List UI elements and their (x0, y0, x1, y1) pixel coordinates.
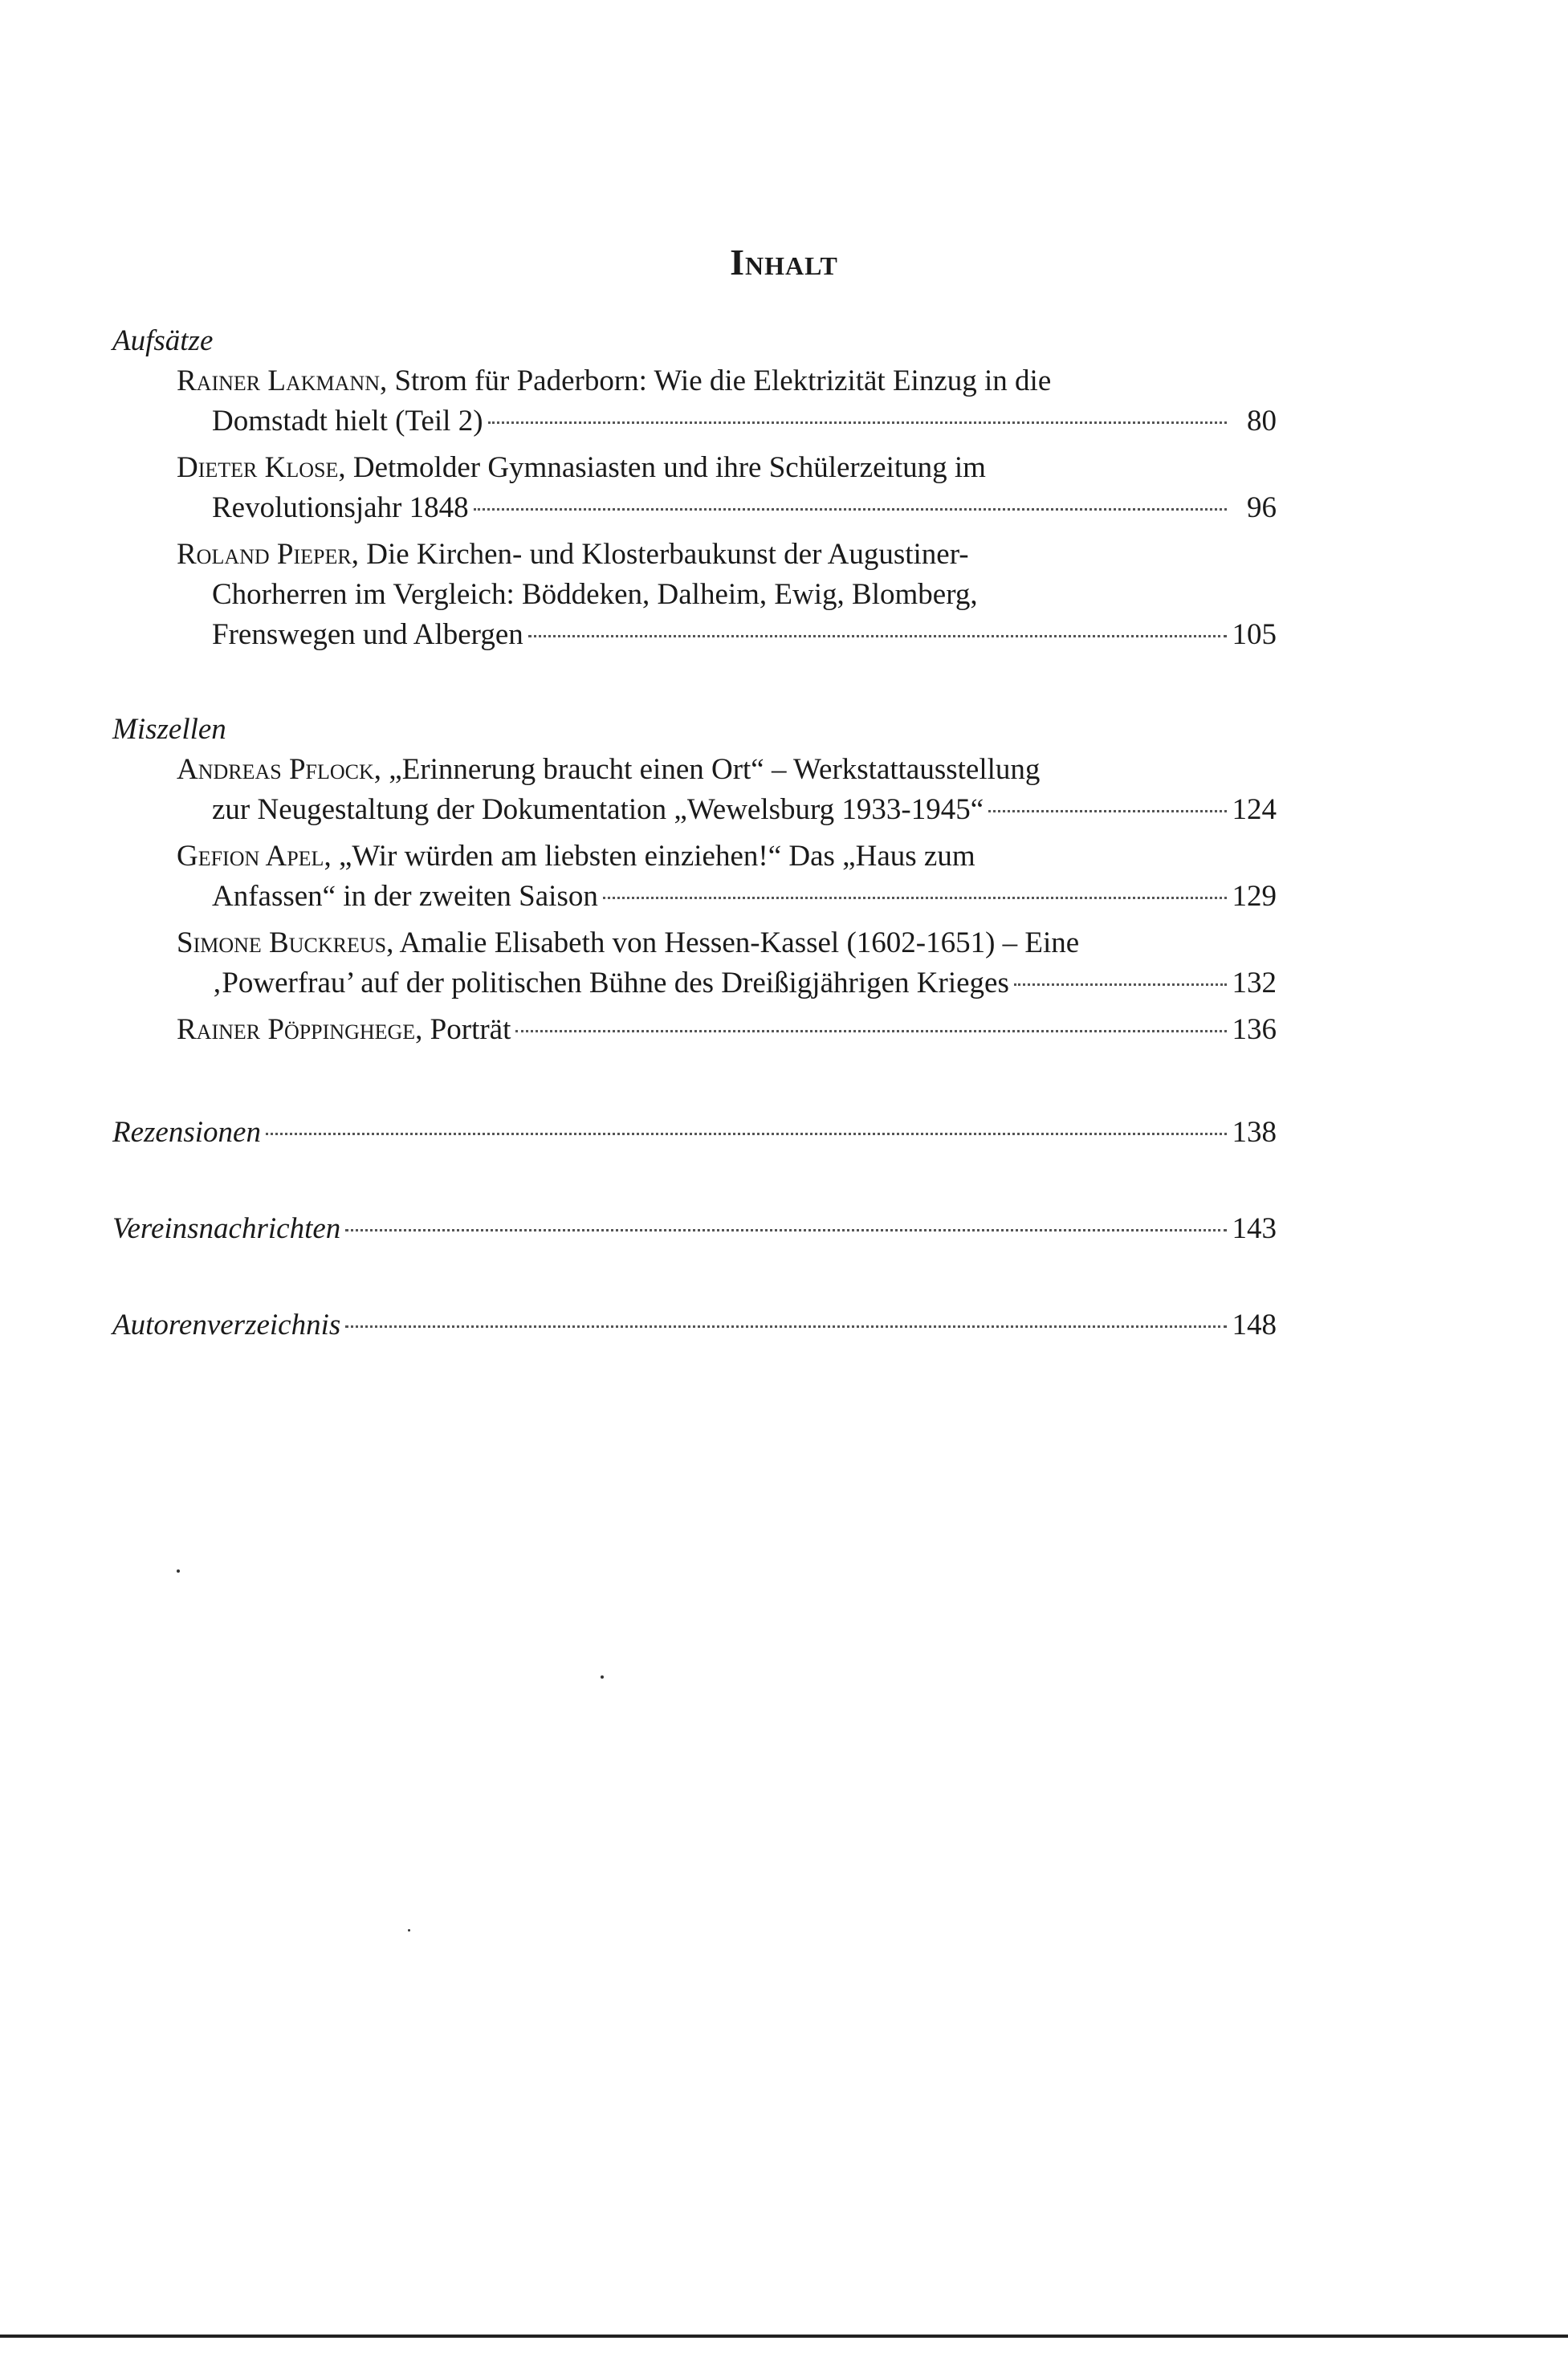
toc-entry[interactable]: Rainer Lakmann, Strom für Paderborn: Wie die Elektrizität Einzug in die Domstadt hielt (Teil 2) 80 (112, 361, 1277, 442)
dot-leader (488, 421, 1227, 424)
section-heading: Miszellen (112, 713, 226, 746)
entry-title-line: Frenswegen und Albergen (212, 618, 523, 651)
section-heading: Aufsätze (112, 324, 214, 357)
entry-author: Rainer Pöppinghege (177, 1013, 416, 1046)
entry-title-line: zur Neugestaltung der Dokumentation „Wewelsburg 1933-1945“ (212, 793, 984, 826)
entry-title-line: Chorherren im Vergleich: Böddeken, Dalheim, Ewig, Blomberg, (212, 578, 978, 611)
page-number: 105 (1232, 618, 1277, 651)
entry-title-line: Strom für Paderborn: Wie die Elektrizität Einzug in die (394, 364, 1052, 397)
entry-title-line: Die Kirchen- und Klosterbaukunst der Augustiner- (366, 538, 969, 571)
table-of-contents (112, 321, 1277, 1345)
entry-title-line: Domstadt hielt (Teil 2) (212, 405, 483, 438)
page-number: 124 (1232, 793, 1277, 826)
dot-leader (474, 508, 1227, 511)
section-heading: Rezensionen (112, 1116, 261, 1149)
section-heading: Vereinsnachrichten (112, 1212, 341, 1245)
scan-speck (177, 1569, 180, 1573)
toc-entry[interactable]: Rainer Pöppinghege, Porträt 136 (112, 1010, 1277, 1050)
scan-speck (601, 1675, 604, 1679)
toc-entry[interactable]: Dieter Klose, Detmolder Gymnasiasten und ihre Schülerzeitung im Revolutionsjahr 1848 96 (112, 448, 1277, 528)
dot-leader (988, 810, 1227, 812)
page-edge-rule (0, 2335, 1568, 2338)
entry-title-line: Detmolder Gymnasiasten und ihre Schülerzeitung im (352, 451, 986, 484)
dot-leader (266, 1133, 1227, 1135)
entry-author: Rainer Lakmann (177, 364, 380, 397)
section-aufsaetze (112, 321, 1277, 655)
page-number: 132 (1232, 967, 1277, 999)
page-number: 148 (1232, 1309, 1277, 1341)
entry-title-line: „Wir würden am liebsten einziehen!“ Das „Haus zum (338, 840, 975, 873)
entry-title-line: „Erinnerung braucht einen Ort“ – Werkstattausstellung (389, 753, 1041, 786)
dot-leader (345, 1325, 1227, 1328)
toc-entry-vereinsnachrichten[interactable] (112, 1209, 1277, 1249)
toc-entry[interactable]: Andreas Pflock, „Erinnerung braucht einen Ort“ – Werkstattausstellung zur Neugestaltung der Dokumentation „Wewelsburg 1933-1945“ 124 (112, 750, 1277, 830)
page-number: 80 (1247, 405, 1277, 438)
entry-author: Roland Pieper (177, 538, 352, 571)
dot-leader (515, 1030, 1227, 1032)
entry-title-line: Anfassen“ in der zweiten Saison (212, 880, 598, 913)
entry-author: Dieter Klose (177, 451, 339, 484)
toc-entry-autorenverzeichnis[interactable] (112, 1305, 1277, 1345)
dot-leader (528, 635, 1227, 637)
toc-entry[interactable]: Roland Pieper, Die Kirchen- und Klosterbaukunst der Augustiner- Chorherren im Vergleich: Böddeken, Dalheim, Ewig, Blomberg, Frenswegen und Albergen 105 (112, 535, 1277, 655)
dot-leader (603, 897, 1227, 899)
section-heading: Autorenverzeichnis (112, 1309, 341, 1341)
dot-leader (1014, 983, 1227, 986)
entry-title-line: Amalie Elisabeth von Hessen-Kassel (1602-1651) – Eine (399, 926, 1080, 959)
page-number: 96 (1247, 491, 1277, 524)
toc-entry[interactable]: Simone Buckreus, Amalie Elisabeth von Hessen-Kassel (1602-1651) – Eine ‚Powerfrau’ auf der politischen Bühne des Dreißigjährigen Krieges 132 (112, 923, 1277, 1003)
entry-title-line: ‚Powerfrau’ auf der politischen Bühne des Dreißigjährigen Krieges (212, 967, 1009, 999)
entry-title-line: Porträt (430, 1013, 511, 1046)
entry-author: Simone Buckreus (177, 926, 387, 959)
page-number: 136 (1232, 1013, 1277, 1046)
toc-entry-rezensionen[interactable] (112, 1113, 1277, 1153)
page-number: 143 (1232, 1212, 1277, 1245)
scan-speck (408, 1929, 410, 1932)
page-number: 129 (1232, 880, 1277, 913)
page-number: 138 (1232, 1116, 1277, 1149)
entry-author: Gefion Apel (177, 840, 324, 873)
page-title: Inhalt (730, 242, 838, 283)
section-miszellen (112, 710, 1277, 1050)
entry-author: Andreas Pflock (177, 753, 374, 786)
toc-entry[interactable]: Gefion Apel, „Wir würden am liebsten einziehen!“ Das „Haus zum Anfassen“ in der zweiten Saison 129 (112, 837, 1277, 917)
dot-leader (345, 1229, 1227, 1231)
entry-title-line: Revolutionsjahr 1848 (212, 491, 469, 524)
